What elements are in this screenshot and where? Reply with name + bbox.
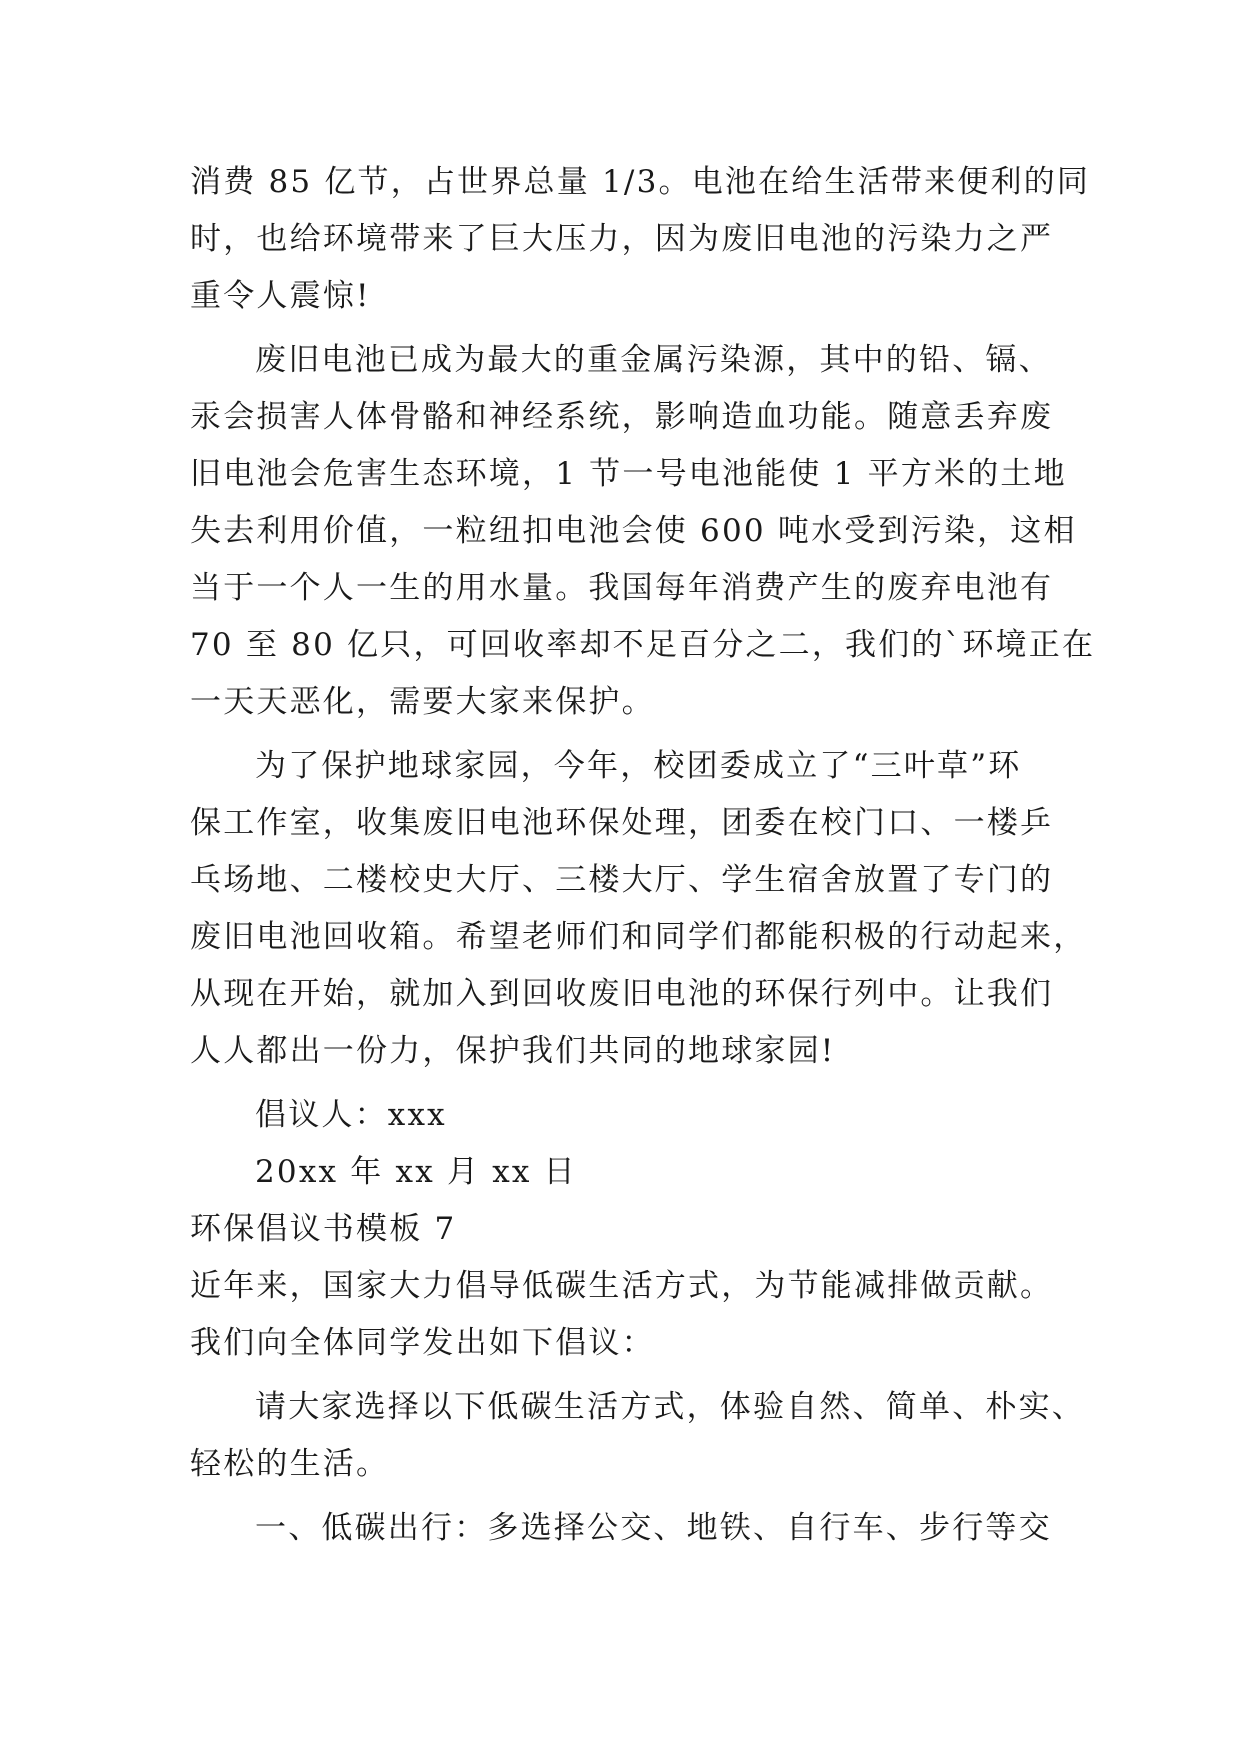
text-line: 轻松的生活。 [190,1446,390,1482]
text-line: 废旧电池回收箱。希望老师们和同学们都能积极的行动起来， [190,919,1087,955]
text-line: 失去利用价值，一粒纽扣电池会使 600 吨水受到污染，这相 [190,513,1077,549]
text-line: 70 至 80 亿只，可回收率却不足百分之二，我们的`环境正在 [190,627,1096,663]
text-line: 旧电池会危害生态环境，1 节一号电池能使 1 平方米的土地 [190,456,1067,492]
signature-line: 倡议人：xxx [255,1097,447,1133]
text-line: 为了保护地球家园，今年，校团委成立了“三叶草”环 [255,748,1022,784]
text-line: 保工作室，收集废旧电池环保处理，团委在校门口、一楼乒 [190,805,1054,841]
text-line: 消费 85 亿节，占世界总量 1/3。电池在给生活带来便利的同 [190,164,1091,200]
section-title: 环保倡议书模板 7 [190,1211,457,1247]
text-line: 一、低碳出行：多选择公交、地铁、自行车、步行等交 [255,1510,1052,1546]
text-line: 废旧电池已成为最大的重金属污染源，其中的铅、镉、 [255,342,1052,378]
date-line: 20xx 年 xx 月 xx 日 [255,1154,577,1190]
text-line: 近年来，国家大力倡导低碳生活方式，为节能减排做贡献。 [190,1268,1054,1304]
text-line: 我们向全体同学发出如下倡议： [190,1325,655,1361]
text-line: 重令人震惊! [190,278,371,314]
text-line: 时，也给环境带来了巨大压力，因为废旧电池的污染力之严 [190,221,1054,257]
text-line: 汞会损害人体骨骼和神经系统，影响造血功能。随意丢弃废 [190,399,1054,435]
text-line: 一天天恶化，需要大家来保护。 [190,684,655,720]
text-line: 乓场地、二楼校史大厅、三楼大厅、学生宿舍放置了专门的 [190,862,1054,898]
text-line: 从现在开始，就加入到回收废旧电池的环保行列中。让我们 [190,976,1054,1012]
text-line: 请大家选择以下低碳生活方式，体验自然、简单、朴实、 [255,1389,1085,1425]
text-line: 人人都出一份力，保护我们共同的地球家园! [190,1033,836,1069]
text-line: 当于一个人一生的用水量。我国每年消费产生的废弃电池有 [190,570,1054,606]
